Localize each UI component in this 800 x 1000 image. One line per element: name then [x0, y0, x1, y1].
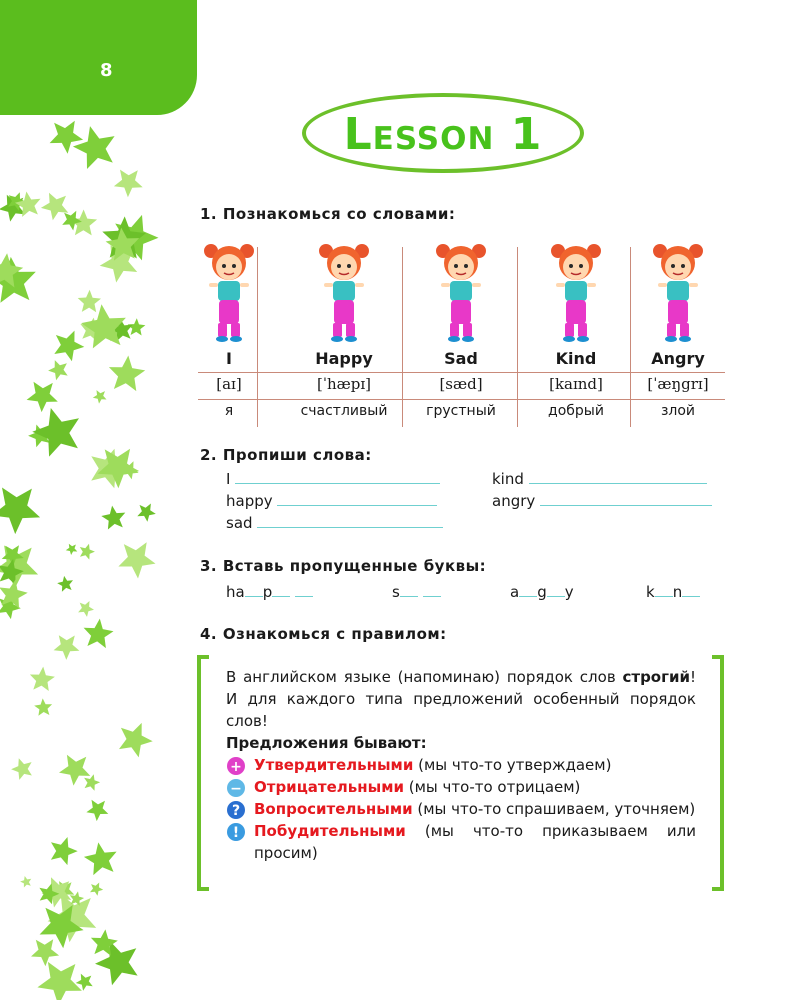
letters: s: [392, 583, 400, 601]
star-icon: [20, 876, 31, 888]
star-icon: [31, 939, 59, 966]
rule-types-heading: Предложения бывают:: [226, 734, 427, 752]
rule-intro-text: ! И для каждого типа предложений особенный порядок слов!: [226, 668, 696, 730]
sentence-type-name: Побудительными: [254, 822, 406, 840]
vocab-translation: грустный: [426, 403, 496, 419]
letter-gap[interactable]: [519, 583, 537, 597]
girl-figure: [431, 237, 491, 345]
icon-glyph: ?: [231, 803, 241, 819]
stars-decoration: [0, 120, 190, 1000]
star-icon: [118, 542, 155, 578]
writing-line[interactable]: [529, 470, 707, 484]
star-icon: [66, 544, 78, 555]
copy-word-line[interactable]: [226, 492, 437, 510]
vocab-column: [620, 237, 736, 427]
copy-word-line[interactable]: [492, 470, 707, 488]
icon-glyph: −: [230, 781, 242, 797]
rule-intro: [226, 666, 696, 732]
letter-gap[interactable]: [295, 583, 313, 597]
vocab-translation: я: [224, 403, 234, 419]
copy-word: kind: [492, 470, 524, 488]
vocab-transcription: [ˈæŋgrɪ]: [647, 375, 709, 393]
vocab-transcription: [ˈhæpɪ]: [317, 375, 371, 393]
letter-gap[interactable]: [423, 583, 441, 597]
letter-gap[interactable]: [400, 583, 418, 597]
writing-line[interactable]: [235, 470, 440, 484]
sentence-type-desc: (мы что-то отрицаем): [408, 778, 581, 796]
letter-gap[interactable]: [272, 583, 290, 597]
star-icon: [54, 635, 80, 660]
vocab-word-en: Happy: [315, 349, 373, 368]
copy-word-line[interactable]: [226, 514, 443, 532]
sentence-type-icon: [226, 778, 246, 798]
star-icon: [93, 390, 107, 404]
sentence-type-item: [226, 776, 696, 798]
copy-word-line[interactable]: [492, 492, 712, 510]
sentence-type-icon: [226, 822, 246, 842]
girl-figure: [314, 237, 374, 345]
star-icon: [78, 290, 101, 312]
star-icon: [78, 601, 94, 617]
vocab-transcription: [sæd]: [439, 375, 483, 393]
vocab-translation: злой: [660, 403, 696, 419]
writing-line[interactable]: [257, 514, 443, 528]
writing-line[interactable]: [277, 492, 437, 506]
missing-letters-word[interactable]: [510, 583, 574, 601]
sentence-type-name: Отрицательными: [254, 778, 404, 796]
page-number-tab: [0, 0, 197, 115]
missing-letters-word[interactable]: [392, 583, 441, 601]
vocab-transcription: [kaɪnd]: [549, 375, 603, 393]
sentence-type-desc: (мы что-то спрашиваем, уточняем): [417, 800, 696, 818]
star-icon: [11, 758, 32, 780]
sentence-type-icon: [226, 800, 246, 820]
sentence-type-item: [226, 754, 696, 776]
star-icon: [84, 774, 100, 791]
star-icon: [37, 962, 82, 1000]
letters: k: [646, 583, 655, 601]
vocab-word-en: Angry: [651, 349, 705, 368]
vocab-word-en: I: [226, 349, 232, 368]
sentence-type-name: Вопросительными: [254, 800, 413, 818]
star-icon: [101, 506, 125, 530]
copy-word: happy: [226, 492, 273, 510]
star-icon: [54, 331, 84, 362]
star-icon: [32, 408, 79, 457]
rule-intro-text: В английском языке (напоминаю) порядок слов: [226, 668, 623, 686]
star-icon: [57, 576, 73, 592]
girl-figure: [546, 237, 606, 345]
vocab-translation: счастливый: [300, 403, 388, 419]
star-icon: [137, 504, 156, 522]
letters: y: [564, 583, 574, 601]
vocab-word-en: Sad: [444, 349, 478, 368]
star-icon: [119, 723, 153, 758]
icon-glyph: +: [230, 759, 242, 775]
vocab-column: [286, 237, 402, 427]
star-icon: [114, 170, 143, 198]
letter-gap[interactable]: [245, 583, 263, 597]
rule-box-bracket-right: [712, 655, 724, 891]
star-icon: [27, 382, 58, 412]
lesson-title: Lesson 1: [343, 109, 543, 160]
vocab-translation: добрый: [548, 403, 604, 419]
letter-gap[interactable]: [655, 583, 673, 597]
vocab-transcription: [aɪ]: [216, 375, 242, 393]
girl-figure: [199, 237, 259, 345]
copy-word-line[interactable]: [226, 470, 440, 488]
section-1-heading: 1. Познакомься со словами:: [200, 205, 456, 223]
section-3-heading: 3. Вставь пропущенные буквы:: [200, 557, 487, 575]
rule-box: [226, 666, 696, 864]
star-icon: [84, 842, 117, 875]
girl-figure: [648, 237, 708, 345]
missing-letters-word[interactable]: [646, 583, 700, 601]
sentence-type-name: Утвердительными: [254, 756, 414, 774]
star-icon: [86, 800, 108, 821]
section-4-heading: 4. Ознакомься с правилом:: [200, 625, 447, 643]
vocab-column: [171, 237, 287, 427]
copy-word: sad: [226, 514, 253, 532]
star-icon: [48, 360, 68, 380]
star-icon: [51, 837, 78, 865]
letters: n: [672, 583, 683, 601]
letters: g: [537, 583, 547, 601]
copy-word: I: [226, 470, 231, 488]
vocab-column: [518, 237, 634, 427]
rule-intro-bold: строгий: [622, 668, 690, 686]
page-number: 8: [100, 60, 113, 81]
sentence-type-desc: (мы что-то приказываем или просим): [254, 822, 696, 862]
letter-gap[interactable]: [682, 583, 700, 597]
icon-glyph: !: [232, 825, 240, 841]
letters: a: [510, 583, 520, 601]
star-icon: [109, 356, 145, 392]
sentence-type-icon: [226, 756, 246, 776]
sentence-type-item: [226, 820, 696, 864]
star-icon: [34, 698, 52, 715]
vocab-word-en: Kind: [555, 349, 597, 368]
section-2-heading: 2. Пропиши слова:: [200, 446, 372, 464]
star-icon: [30, 667, 55, 691]
writing-line[interactable]: [540, 492, 712, 506]
letters: p: [262, 583, 273, 601]
missing-letters-word[interactable]: [226, 583, 313, 601]
copy-word: angry: [492, 492, 536, 510]
star-icon: [59, 755, 90, 786]
rule-box-bracket-left: [197, 655, 209, 891]
star-icon: [41, 193, 68, 221]
star-icon: [90, 883, 103, 896]
star-icon: [80, 544, 95, 560]
sentence-type-desc: (мы что-то утверждаем): [418, 756, 612, 774]
letter-gap[interactable]: [547, 583, 565, 597]
star-icon: [84, 619, 114, 649]
star-icon: [73, 126, 115, 169]
letters: ha: [226, 583, 245, 601]
sentence-type-item: [226, 798, 696, 820]
vocab-column: [403, 237, 519, 427]
star-icon: [0, 488, 40, 535]
